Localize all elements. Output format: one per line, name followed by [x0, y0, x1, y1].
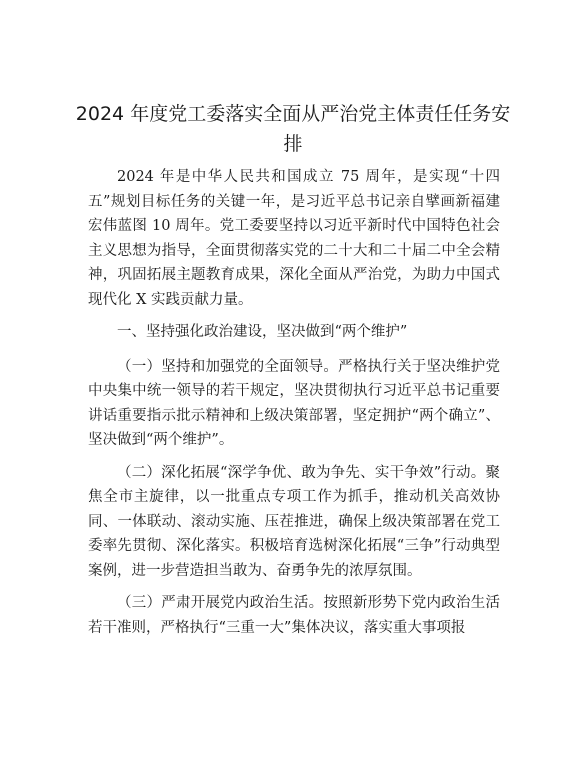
subsection-paragraph-2: （二）深化拓展“深学争优、敢为争先、实干争效”行动。聚焦全市主旋律，以一批重点专项工作为抓手，推动机关高效协同、一体联动、滚动实施、压茬推进，确保上级决策部署在党工委率先贯彻、深化落实。积极培育选树深化拓展“三争”行动典型案例，进一步营造担当敢为、奋勇争先的浓厚氛围。 — [88, 464, 500, 579]
document-body — [88, 165, 500, 648]
subsection-paragraph-3: （三）严肃开展党内政治生活。按照新形势下党内政治生活若干准则，严格执行“三重一大”集体决议，落实重大事项报 — [88, 595, 500, 636]
intro-paragraph: 2024 年是中华人民共和国成立 75 周年，是实现“十四五”规划目标任务的关键一年，是习近平总书记亲自擘画新福建宏伟蓝图 10 周年。党工委要坚持以习近平新时代中国特色社会主义思想为指导，全面贯彻落实党的二十大和二十届二中全会精神，巩固拓展主题教育成果，深化全面从严治党，为助力中国式现代化 X 实践贡献力量。 — [88, 169, 500, 308]
section-heading-1: 一、坚持强化政治建设，坚决做到“两个维护” — [117, 324, 408, 340]
document-title: 2024 年度党工委落实全面从严治党主体责任任务安排 — [75, 103, 511, 155]
subsection-paragraph-1: （一）坚持和加强党的全面领导。严格执行关于坚决维护党中央集中统一领导的若干规定，坚决贯彻执行习近平总书记重要讲话重要指示批示精神和上级决策部署，坚定拥护“两个确立”、坚决做到“两个维护”。 — [88, 358, 500, 448]
